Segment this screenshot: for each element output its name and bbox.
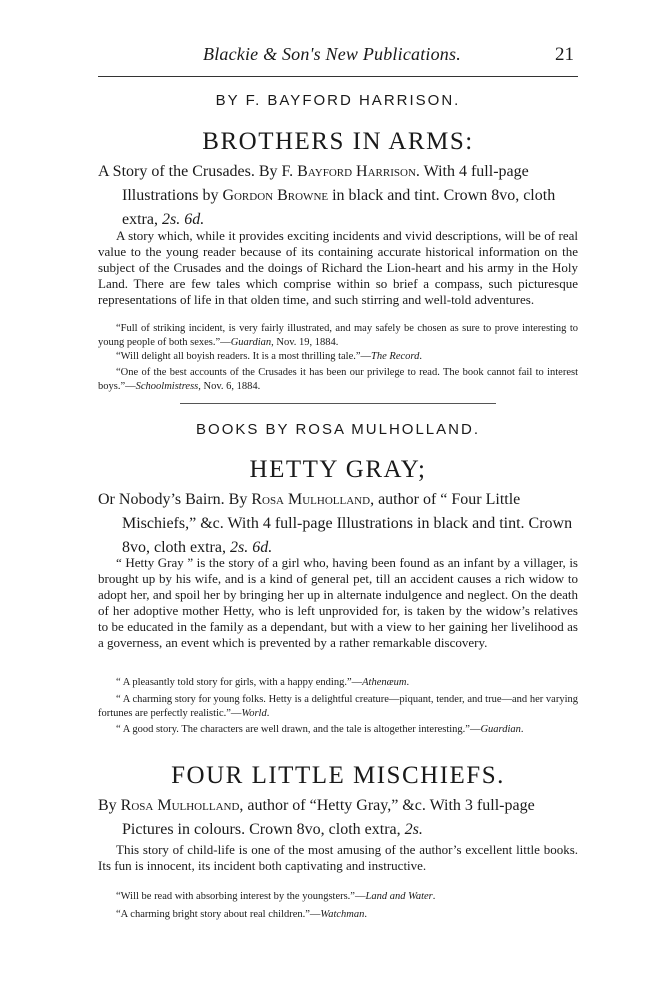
book-blurb-hetty-gray: “ Hetty Gray ” is the story of a girl who, having been found as an infant by a villager, is brought up by his wife, and is a kind of general pet, till an accident causes a rich widow to adopt her, and spoil her by bringing her up in alternate indulgence and neglect. On the death of her adoptive mother Hetty, who is left unprovided for, is taken by the widow’s relatives to be educated in the family as a dependant, but with a view to her gaining her livelihood as a governess, an event which is prevented by a rather remarkable discovery. bbox=[98, 555, 578, 650]
running-title: Blackie & Son's New Publications. bbox=[203, 44, 461, 64]
book-title-hetty-gray: HETTY GRAY; bbox=[249, 456, 427, 483]
review-quote: “ A good story. The characters are well drawn, and the tale is altogether interesting.”—Guardian. bbox=[116, 724, 524, 735]
section-heading-harrison: BY F. BAYFORD HARRISON. bbox=[215, 92, 461, 109]
book-blurb-four-little-mischiefs: This story of child-life is one of the most amusing of the author’s excellent little books. Its fun is innocent, its incident both captivating and instructive. bbox=[98, 842, 578, 873]
price: 2s. 6d. bbox=[229, 539, 273, 556]
author-name: F. Bayford Harrison bbox=[281, 163, 416, 180]
review-quote: “Will be read with absorbing interest by the youngsters.”—Land and Water. bbox=[116, 891, 436, 902]
review-quote: “Will delight all boyish readers. It is a most thrilling tale.”—The Record. bbox=[116, 351, 422, 362]
review-quote: “ A pleasantly told story for girls, with a happy ending.”—Athenæum. bbox=[116, 677, 410, 688]
review-quote: “One of the best accounts of the Crusades it has been our privilege to read. The book cannot fail to interest boys.”—Schoolmistress, Nov. 6, 1884. bbox=[98, 367, 578, 392]
running-head bbox=[98, 44, 578, 72]
author-name: Rosa Mulholland bbox=[251, 491, 371, 508]
price: 2s. 6d. bbox=[161, 211, 205, 228]
header-rule bbox=[98, 76, 578, 77]
price: 2s. bbox=[404, 821, 423, 838]
book-description-brothers-in-arms: A Story of the Crusades. By F. Bayford Harrison. With 4 full-page Illustrations by Gordon Browne in black and tint. Crown 8vo, cloth extra, 2s. 6d. bbox=[98, 163, 556, 228]
review-quote: “ A charming story for young folks. Hetty is a delightful creature—piquant, tender, and true—and her varying fortunes are perfectly realistic.”—World. bbox=[98, 694, 578, 719]
page-number: 21 bbox=[555, 44, 574, 65]
book-title-brothers-in-arms: BROTHERS IN ARMS: bbox=[202, 128, 474, 155]
section-heading-mulholland: BOOKS BY ROSA MULHOLLAND. bbox=[196, 421, 480, 438]
book-description-four-little-mischiefs: By Rosa Mulholland, author of “Hetty Gray,” &c. With 3 full-page Pictures in colours. Crown 8vo, cloth extra, 2s. bbox=[98, 797, 535, 838]
illustrator-name: Gordon Browne bbox=[222, 187, 329, 204]
section-divider bbox=[180, 403, 496, 404]
author-name: Rosa Mulholland bbox=[120, 797, 240, 814]
book-description-hetty-gray: Or Nobody’s Bairn. By Rosa Mulholland, author of “ Four Little Mischiefs,” &c. With 4 full-page Illustrations in black and tint. Crown 8vo, cloth extra, 2s. 6d. bbox=[98, 491, 573, 556]
book-blurb-brothers-in-arms: A story which, while it provides exciting incidents and vivid descriptions, will be of real value to the young reader because of its containing accurate historical information on the subject of the Crusades and the doings of Richard the Lion-heart and his army in the Holy Land. There are few tales which comprise within so brief a compass, such picturesque representations of life in that olden time, and such stirring and well-told adventures. bbox=[98, 228, 578, 307]
book-title-four-little-mischiefs: FOUR LITTLE MISCHIEFS. bbox=[171, 762, 505, 789]
review-quote: “Full of striking incident, is very fairly illustrated, and may safely be chosen as sure to prove interesting to young people of both sexes.”—Guardian, Nov. 19, 1884. bbox=[98, 323, 578, 348]
review-quote: “A charming bright story about real children.”—Watchman. bbox=[116, 909, 367, 920]
